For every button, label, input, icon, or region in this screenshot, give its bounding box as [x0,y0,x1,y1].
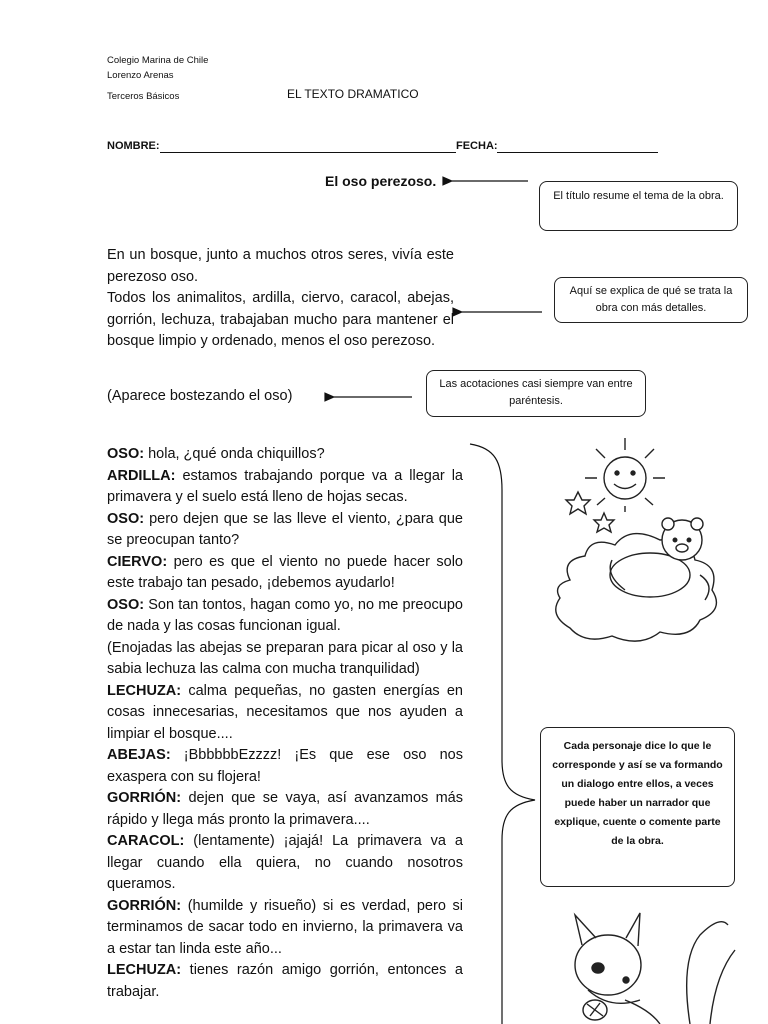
dialogue-text: ¡BbbbbbEzzzz! ¡Es que ese oso nos exaspera con su flojera! [107,747,463,785]
dialogue-callout: Cada personaje dice lo que le corresponde y así se va formando un dialogo entre ellos, a veces puede haber un narrador que explique, cuente o comente parte de la obra. [540,727,735,887]
date-label: FECHA: [456,140,498,152]
speaker-name: GORRIÓN: [107,897,182,914]
stage-direction: (Aparece bostezando el oso) [107,388,293,404]
intro-line-1: En un bosque, junto a muchos otros seres, vivía este perezoso oso. [107,247,454,285]
intro-callout: Aquí se explica de qué se trata la obra con más detalles. [554,277,748,323]
speaker-name: LECHUZA: [107,682,182,699]
dialogue-brace [470,444,535,1024]
squirrel-illustration [575,913,735,1024]
name-label: NOMBRE: [107,140,160,152]
dialogue-text: tienes razón amigo gorrión, entonces a trabajar. [107,962,463,1000]
dialogue-text: estamos trabajando porque va a llegar la primavera y el suelo está lleno de hojas secas. [107,467,463,505]
stage-direction-callout: Las acotaciones casi siempre van entre paréntesis. [426,370,646,417]
dialogue-text: calma pequeñas, no gasten energías en cosas innecesarias, necesitamos que nos ayuden a limpiar el bosque.... [107,682,463,742]
speaker-name: OSO: [107,446,145,462]
dialogue-text: pero es que el viento no puede hacer solo este trabajo tan pesado, ¡debemos ayudarlo! [107,553,463,591]
dialogue-text: Son tan tontos, hagan como yo, no me preocupo de nada y las cosas funcionan igual. [107,596,463,634]
dialogue-text: hola, ¿qué onda chiquillos? [144,446,325,462]
story-title: El oso perezoso. [325,173,437,189]
teacher-name: Lorenzo Arenas [107,70,174,81]
speaker-name: CARACOL: [107,833,185,849]
speaker-name: CIERVO: [107,553,168,570]
speaker-name: GORRIÓN: [107,790,182,806]
speaker-name: OSO: [107,510,145,527]
school-name: Colegio Marina de Chile [107,55,209,66]
sleeping-bear-illustration [556,438,717,641]
intro-line-2: Todos los animalitos, ardilla, ciervo, caracol, abejas, gorrión, lechuza, trabajaban mucho para mantener el bosque limpio y ordenado, menos el oso perezoso. [107,290,454,349]
grade: Terceros Básicos [107,91,180,102]
dialogue-text: (lentamente) ¡ajajá! La primavera va a llegar cuando ella quiera, no cuando nosotros queramos. [107,833,463,892]
speaker-name: ABEJAS: [107,747,171,763]
dialogue-text: (humilde y risueño) si es verdad, pero si terminamos de sacar todo en invierno, la primavera va a estar tan linda este año... [107,897,463,957]
title-callout: El título resume el tema de la obra. [539,181,738,231]
speaker-name: ARDILLA: [107,467,176,484]
speaker-name: LECHUZA: [107,962,182,978]
dialogue-text: (Enojadas las abejas se preparan para picar al oso y la sabia lechuza las calma con mucha tranquilidad) [107,639,463,677]
document-title: EL TEXTO DRAMATICO [287,87,419,101]
speaker-name: OSO: [107,596,145,613]
dialogue-text: pero dejen que se las lleve el viento, ¿para que se preocupan tanto? [107,510,463,548]
dialogue-text: dejen que se vaya, así avanzamos más rápido y llega más pronto la primavera.... [107,790,463,828]
